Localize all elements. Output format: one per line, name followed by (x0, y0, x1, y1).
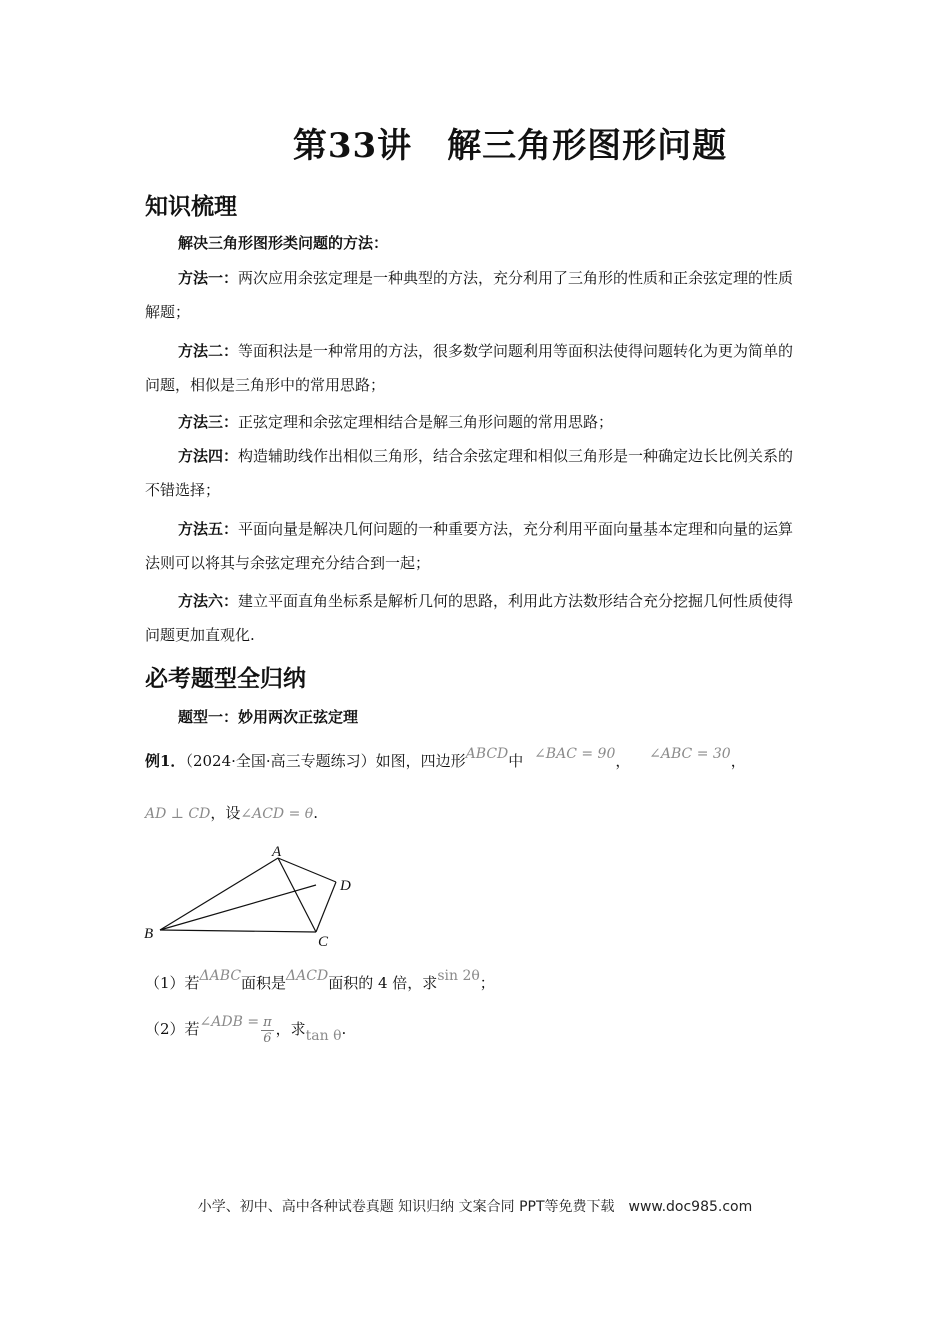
q1-text1: 面积是 (241, 974, 287, 992)
page-footer: 小学、初中、高中各种试卷真题 知识归纳 文案合同 PPT等免费下载 www.doc985.com (197, 1199, 753, 1215)
method-text: 等面积法是一种常用的方法，很多数学问题利用等面积法使得问题转化为更为简单的问题，相似是三角形中的常用思路； (145, 342, 794, 394)
example-1-line2: AD ⊥ CD，设∠ACD = θ. (145, 804, 318, 822)
example-set: ，设 (210, 804, 241, 822)
q2-text1: ，求 (275, 1020, 306, 1038)
method-text: 两次应用余弦定理是一种典型的方法，充分利用了三角形的性质和正余弦定理的性质解题； (145, 269, 794, 321)
fraction-denominator: 6 (263, 1030, 272, 1046)
math-sin2theta: sin 2θ (437, 968, 480, 984)
example-source: （2024·全国·高三专题练习）如图，四边形 (185, 752, 466, 770)
vertex-label-a: A (272, 844, 282, 860)
methods-intro: 解决三角形图形类问题的方法： (178, 234, 389, 252)
example-label: 例1． (145, 752, 186, 770)
question-1: （1）若ΔABC面积是ΔACD面积的 4 倍，求sin 2θ； (145, 968, 495, 992)
math-angle-acd: ∠ACD = θ (240, 806, 314, 822)
method-text: 正弦定理和余弦定理相结合是解三角形问题的常用思路； (238, 413, 614, 431)
method-text: 建立平面直角坐标系是解析几何的思路，利用此方法数形结合充分挖掘几何性质使得问题更加直观化. (145, 592, 794, 644)
vertex-label-b: B (144, 926, 154, 942)
math-angle-abc: ∠ABC = 30 (649, 746, 731, 762)
method-label: 方法三： (178, 413, 239, 431)
method-2 (145, 334, 805, 402)
quadrilateral-figure (140, 840, 370, 955)
q1-text2: 面积的 4 倍，求 (328, 974, 438, 992)
math-angle-adb: ∠ADB = (199, 1014, 260, 1030)
method-label: 方法二： (178, 342, 239, 360)
math-triangle-abc: ΔABC (199, 968, 242, 984)
vertex-label-d: D (340, 878, 351, 894)
math-ad-perp-cd: AD ⊥ CD (145, 806, 211, 822)
method-1 (145, 261, 805, 329)
fraction-pi-over-6 (261, 1015, 274, 1046)
math-angle-bac: ∠BAC = 90 (534, 746, 616, 762)
method-label: 方法五： (178, 520, 239, 538)
math-tan-theta: tan θ (305, 1028, 342, 1044)
section-heading-knowledge: 知识梳理 (145, 193, 237, 220)
section-heading-types: 必考题型全归纳 (145, 665, 306, 692)
q2-prefix: （2）若 (145, 1020, 200, 1038)
vertex-label-c: C (318, 934, 329, 950)
method-6 (145, 584, 805, 652)
method-text: 平面向量是解决几何问题的一种重要方法，充分利用平面向量基本定理和向量的运算法则可以将其与余弦定理充分结合到一起； (145, 520, 794, 572)
method-3 (145, 405, 805, 439)
example-1-line1: 例1．（2024·全国·高三专题练习）如图，四边形ABCD中 ∠BAC = 90， ∠ABC = 30， (145, 746, 746, 770)
method-label: 方法四： (178, 447, 239, 465)
type-1-heading: 题型一：妙用两次正弦定理 (178, 708, 359, 726)
math-triangle-acd: ΔACD (286, 968, 329, 984)
example-zhong: 中 (508, 752, 524, 770)
method-label: 方法六： (178, 592, 239, 610)
question-2: （2）若∠ADB = $\frac{\pi}{6}$ ，求tan θ. (145, 1014, 347, 1046)
math-abcd: ABCD (465, 746, 509, 762)
method-4 (145, 439, 805, 507)
method-text: 构造辅助线作出相似三角形，结合余弦定理和相似三角形是一种确定边长比例关系的不错选择； (145, 447, 794, 499)
method-label: 方法一： (178, 269, 239, 287)
method-5 (145, 512, 805, 580)
q1-prefix: （1）若 (145, 974, 200, 992)
fraction-numerator: π (263, 1014, 272, 1030)
page-title: 第33讲 解三角形图形问题 (292, 126, 728, 166)
